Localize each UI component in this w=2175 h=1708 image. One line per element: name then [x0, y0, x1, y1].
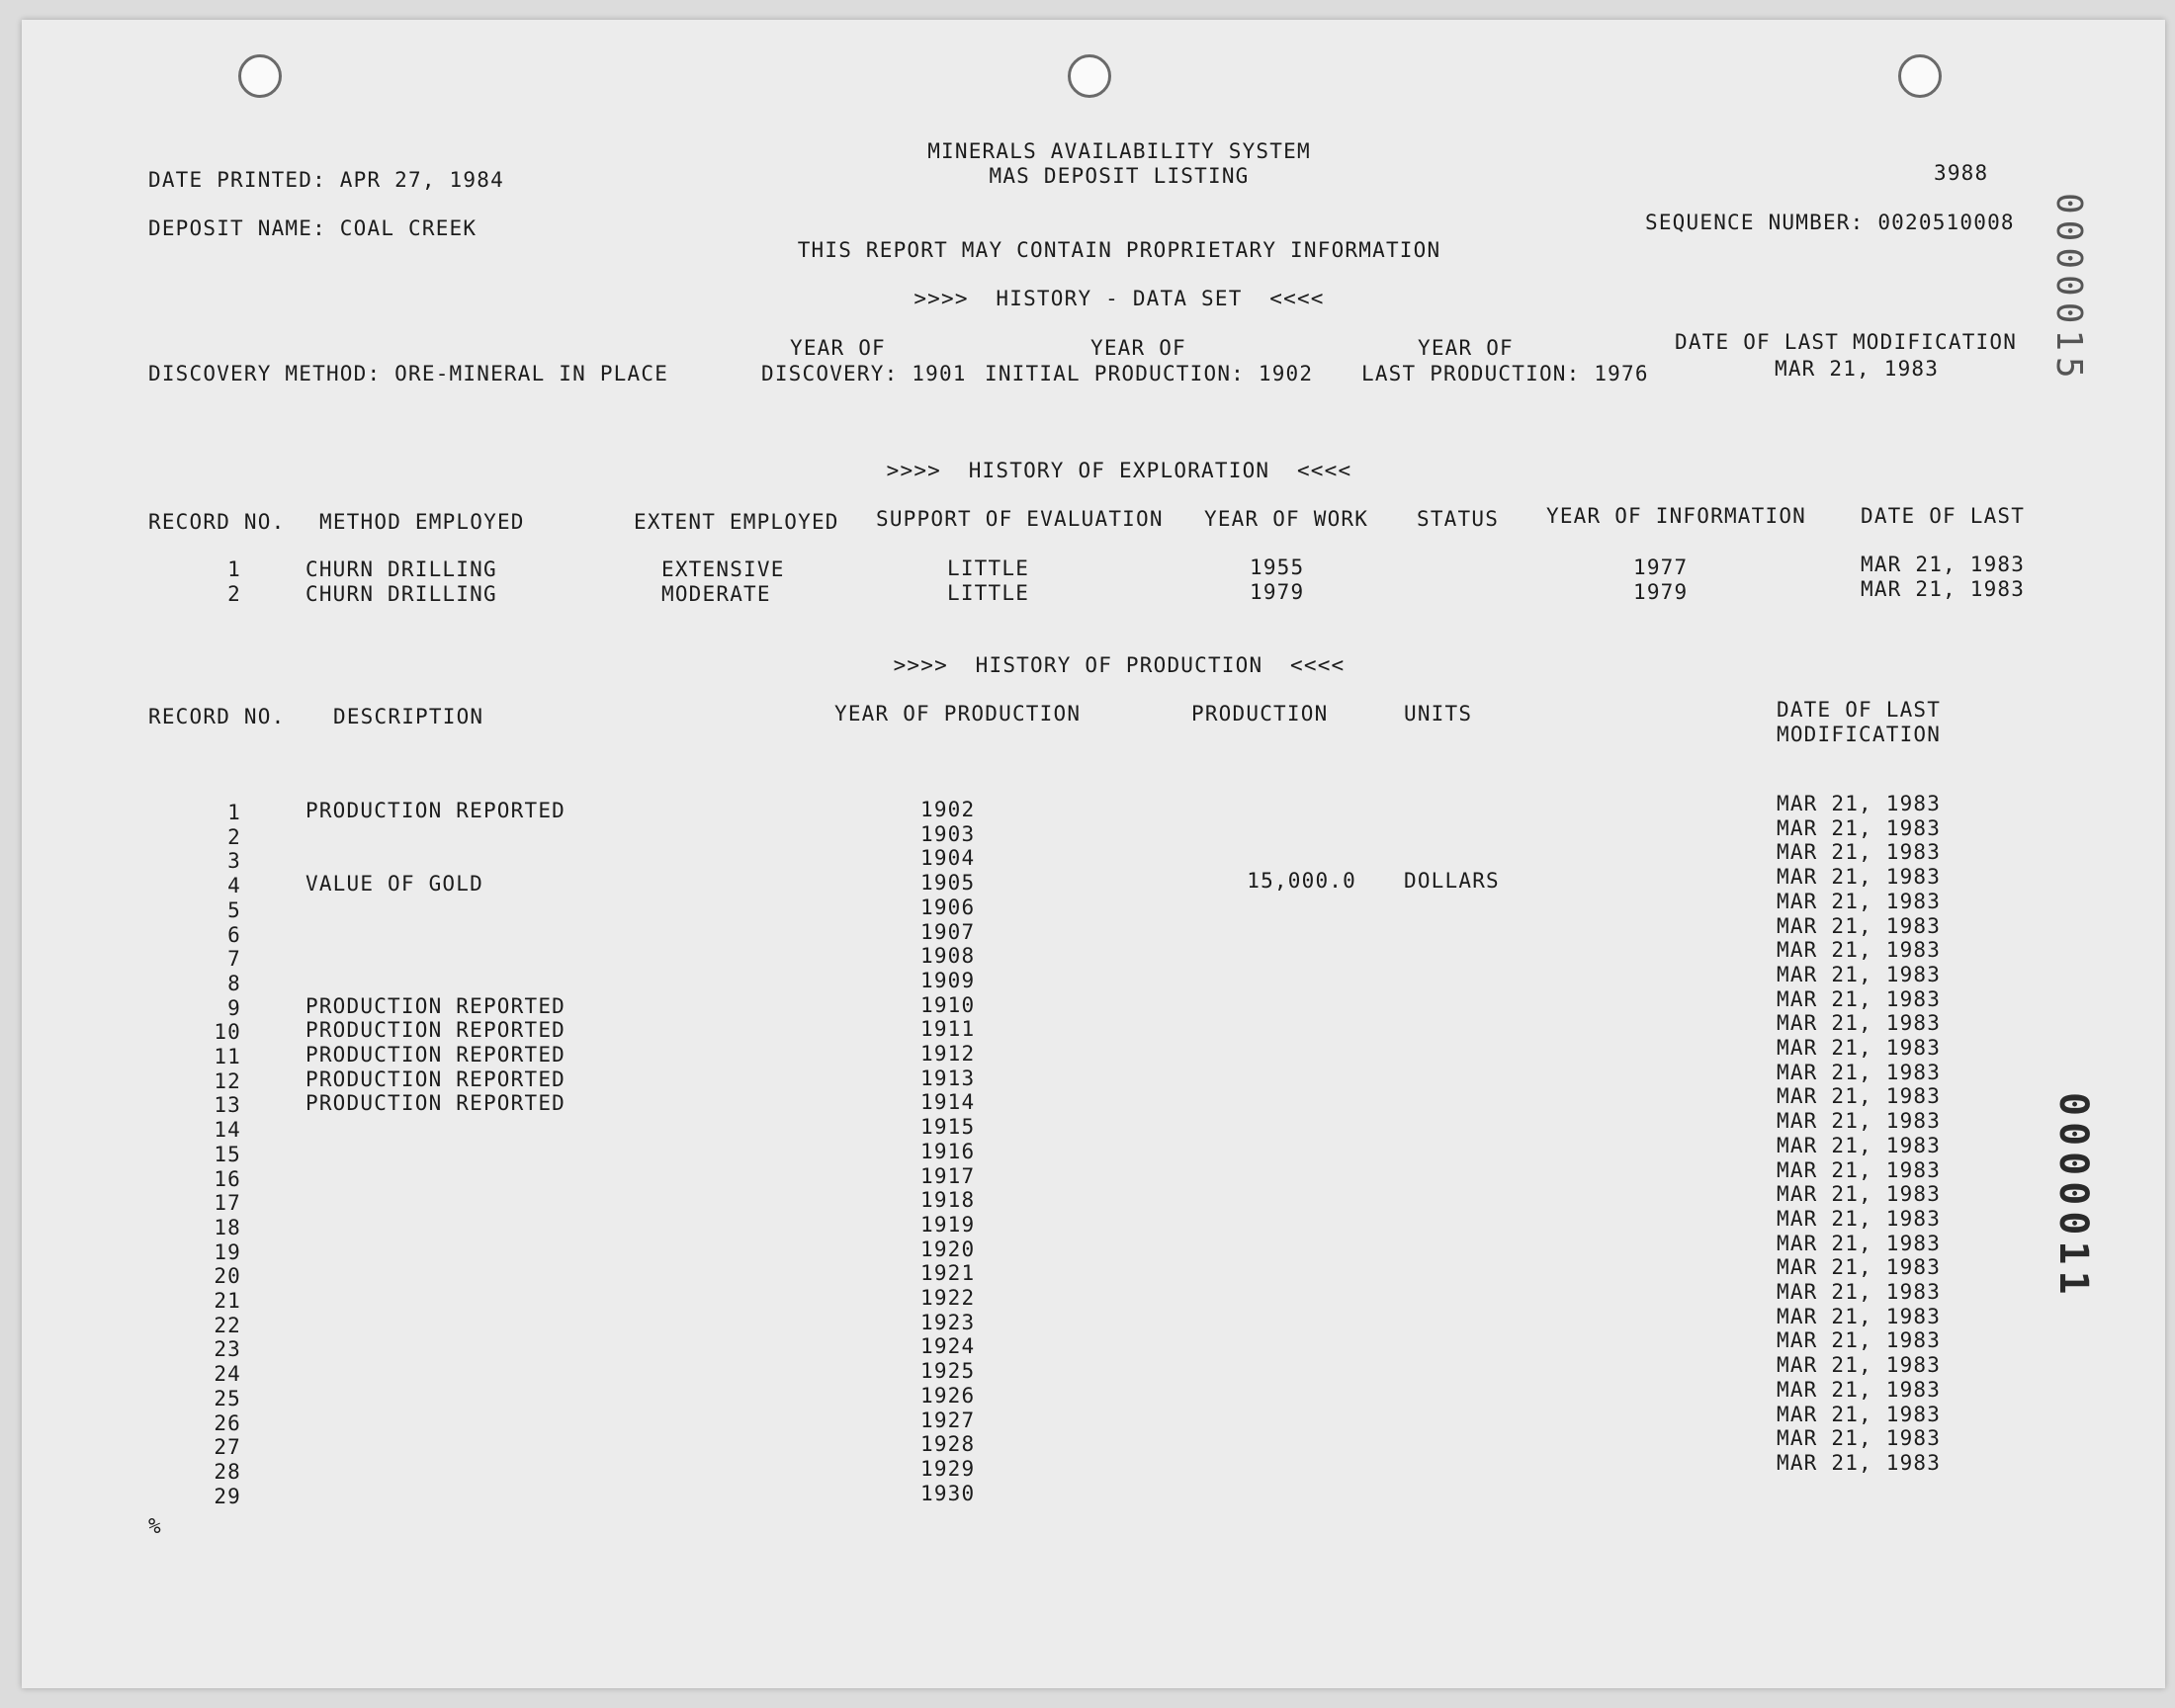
year-of-production: 1919: [920, 1212, 976, 1237]
description: VALUE OF GOLD: [305, 872, 483, 897]
record-no: 8: [227, 971, 241, 995]
col-support: SUPPORT OF EVALUATION: [876, 507, 1164, 531]
date-of-last-modification: MAR 21, 1983: [1777, 1304, 1942, 1328]
year-of-production: 1927: [920, 1408, 976, 1432]
last-modification-label: DATE OF LAST MODIFICATION: [1675, 330, 2018, 354]
discovery-year: DISCOVERY: 1901: [761, 362, 967, 385]
production-value: 15,000.0: [1247, 869, 1356, 894]
col-status: STATUS: [1417, 507, 1500, 531]
year-of-production: 1926: [920, 1383, 976, 1408]
year-of-label: YEAR OF: [1418, 336, 1514, 360]
date-of-last-modification: MAR 21, 1983: [1777, 792, 1942, 815]
initial-production-year: INITIAL PRODUCTION: 1902: [985, 362, 1314, 385]
date-of-last-modification: MAR 21, 1983: [1777, 1206, 1942, 1231]
year-of-production: 1922: [920, 1286, 976, 1310]
method-employed: CHURN DRILLING: [305, 582, 497, 606]
record-no: 14: [214, 1118, 241, 1143]
discovery-method: DISCOVERY METHOD: ORE-MINERAL IN PLACE: [148, 362, 669, 385]
year-of-production: 1923: [920, 1310, 976, 1334]
record-no: 1: [227, 801, 241, 824]
date-of-last-modification: MAR 21, 1983: [1777, 1036, 1942, 1060]
col-description: DESCRIPTION: [333, 705, 484, 728]
date-of-last-modification: MAR 21, 1983: [1777, 938, 1942, 963]
date-printed: DATE PRINTED: APR 27, 1984: [148, 168, 504, 192]
date-of-last-modification: MAR 21, 1983: [1777, 962, 1942, 986]
history-section-title: >>>> HISTORY - DATA SET <<<<: [914, 287, 1325, 310]
date-of-last-modification: MAR 21, 1983: [1777, 1182, 1942, 1207]
description: PRODUCTION REPORTED: [305, 1018, 566, 1043]
year-of-information: 1979: [1633, 580, 1689, 604]
record-no: 22: [214, 1313, 241, 1337]
description: PRODUCTION REPORTED: [305, 1091, 566, 1116]
year-of-label: YEAR OF: [1090, 336, 1186, 360]
description: PRODUCTION REPORTED: [305, 993, 566, 1018]
record-no: 9: [227, 995, 241, 1020]
date-of-last-modification: MAR 21, 1983: [1777, 1377, 1942, 1402]
record-no: 24: [214, 1362, 241, 1387]
col-production: PRODUCTION: [1191, 702, 1329, 726]
date-of-last: MAR 21, 1983: [1861, 553, 2026, 576]
record-no: 26: [214, 1410, 241, 1435]
year-of-production: 1909: [920, 968, 976, 992]
col-units: UNITS: [1404, 702, 1473, 726]
last-modification-date: MAR 21, 1983: [1775, 357, 1940, 381]
date-of-last-modification: MAR 21, 1983: [1777, 1450, 1942, 1475]
year-of-production: 1910: [920, 992, 976, 1017]
record-no: 10: [214, 1020, 241, 1045]
year-of-production: 1924: [920, 1334, 976, 1359]
description: PRODUCTION REPORTED: [305, 1067, 566, 1091]
record-no: 21: [214, 1289, 241, 1313]
year-of-production: 1928: [920, 1432, 976, 1457]
year-of-production: 1914: [920, 1090, 976, 1115]
date-of-last-modification: MAR 21, 1983: [1777, 986, 1942, 1011]
system-title: MINERALS AVAILABILITY SYSTEM: [927, 139, 1311, 163]
method-employed: CHURN DRILLING: [305, 557, 497, 581]
date-of-last-modification: MAR 21, 1983: [1777, 1084, 1942, 1109]
record-no: 16: [214, 1166, 241, 1191]
last-production-year: LAST PRODUCTION: 1976: [1361, 362, 1649, 385]
date-of-last-modification: MAR 21, 1983: [1777, 1157, 1942, 1182]
record-no: 2: [227, 824, 241, 849]
listing-title: MAS DEPOSIT LISTING: [989, 164, 1250, 188]
deposit-name: DEPOSIT NAME: COAL CREEK: [148, 216, 478, 240]
year-of-production: 1913: [920, 1066, 976, 1090]
record-no: 2: [227, 582, 241, 606]
col-modification: MODIFICATION: [1777, 723, 1942, 746]
record-no: 20: [214, 1264, 241, 1289]
percent-mark: %: [148, 1514, 162, 1538]
record-no: 17: [214, 1191, 241, 1216]
proprietary-notice: THIS REPORT MAY CONTAIN PROPRIETARY INFORMATION: [797, 238, 1441, 262]
date-of-last-modification: MAR 21, 1983: [1777, 1060, 1942, 1084]
description: PRODUCTION REPORTED: [305, 1043, 566, 1067]
record-no: 4: [227, 874, 241, 898]
description: PRODUCTION REPORTED: [305, 799, 566, 822]
record-no: 5: [227, 897, 241, 922]
year-of-production: 1917: [920, 1163, 976, 1188]
record-no: 29: [214, 1484, 241, 1508]
year-of-production: 1904: [920, 846, 976, 871]
production-units: DOLLARS: [1404, 869, 1500, 894]
punch-hole: [1898, 54, 1942, 98]
col-date-of-last: DATE OF LAST: [1777, 698, 1942, 722]
date-of-last: MAR 21, 1983: [1861, 577, 2026, 601]
col-method: METHOD EMPLOYED: [319, 510, 525, 534]
date-of-last-modification: MAR 21, 1983: [1777, 1011, 1942, 1036]
record-no: 25: [214, 1386, 241, 1410]
record-no: 12: [214, 1068, 241, 1093]
col-record-no: RECORD NO.: [148, 510, 286, 534]
exploration-section-title: >>>> HISTORY OF EXPLORATION <<<<: [886, 459, 1352, 482]
year-of-production: 1921: [920, 1261, 976, 1286]
year-of-information: 1977: [1633, 555, 1689, 579]
date-of-last-modification: MAR 21, 1983: [1777, 1255, 1942, 1280]
col-year-of-info: YEAR OF INFORMATION: [1546, 504, 1807, 528]
record-no: 15: [214, 1142, 241, 1166]
date-of-last-modification: MAR 21, 1983: [1777, 1353, 1942, 1378]
year-of-production: 1902: [920, 798, 976, 821]
record-no: 1: [227, 557, 241, 581]
punch-hole: [238, 54, 282, 98]
report-page: [22, 20, 2165, 1688]
production-section-title: >>>> HISTORY OF PRODUCTION <<<<: [893, 653, 1346, 677]
year-of-production: 1907: [920, 919, 976, 944]
sequence-number: SEQUENCE NUMBER: 0020510008: [1645, 211, 2015, 234]
record-no: 13: [214, 1093, 241, 1118]
year-of-work: 1979: [1250, 580, 1305, 604]
record-no: 6: [227, 922, 241, 947]
date-of-last-modification: MAR 21, 1983: [1777, 1231, 1942, 1255]
col-year-of-work: YEAR OF WORK: [1204, 507, 1369, 531]
year-of-production: 1929: [920, 1456, 976, 1481]
date-of-last-modification: MAR 21, 1983: [1777, 1402, 1942, 1426]
support-of-evaluation: LITTLE: [947, 556, 1030, 580]
record-no: 18: [214, 1215, 241, 1239]
record-no: 23: [214, 1337, 241, 1362]
col-extent: EXTENT EMPLOYED: [634, 510, 839, 534]
year-of-production: 1930: [920, 1481, 976, 1505]
record-no: 11: [214, 1045, 241, 1068]
year-of-production: 1903: [920, 821, 976, 846]
year-of-label: YEAR OF: [790, 336, 886, 360]
date-of-last-modification: MAR 21, 1983: [1777, 889, 1942, 913]
extent-employed: EXTENSIVE: [661, 557, 785, 581]
col-record-no: RECORD NO.: [148, 705, 286, 728]
year-of-production: 1918: [920, 1188, 976, 1213]
year-of-production: 1925: [920, 1359, 976, 1384]
page-number: 3988: [1934, 161, 1989, 185]
col-date-of-last: DATE OF LAST: [1861, 504, 2026, 528]
year-of-production: 1920: [920, 1237, 976, 1261]
record-no: 28: [214, 1459, 241, 1484]
date-of-last-modification: MAR 21, 1983: [1777, 913, 1942, 938]
year-of-production: 1916: [920, 1139, 976, 1163]
punch-hole: [1068, 54, 1111, 98]
year-of-production: 1908: [920, 944, 976, 969]
date-of-last-modification: MAR 21, 1983: [1777, 840, 1942, 865]
date-of-last-modification: MAR 21, 1983: [1777, 865, 1942, 890]
year-of-production: 1915: [920, 1115, 976, 1140]
year-of-production: 1912: [920, 1042, 976, 1066]
margin-stamp: 0000011: [2050, 1092, 2096, 1301]
date-of-last-modification: MAR 21, 1983: [1777, 1133, 1942, 1157]
date-of-last-modification: MAR 21, 1983: [1777, 1109, 1942, 1134]
record-no: 19: [214, 1239, 241, 1264]
date-of-last-modification: MAR 21, 1983: [1777, 815, 1942, 840]
col-year-of-production: YEAR OF PRODUCTION: [834, 702, 1082, 726]
year-of-production: 1905: [920, 871, 976, 896]
margin-stamp: 0000015: [2048, 193, 2089, 384]
year-of-work: 1955: [1250, 555, 1305, 579]
date-of-last-modification: MAR 21, 1983: [1777, 1328, 1942, 1353]
extent-employed: MODERATE: [661, 582, 771, 606]
date-of-last-modification: MAR 21, 1983: [1777, 1426, 1942, 1451]
date-of-last-modification: MAR 21, 1983: [1777, 1280, 1942, 1304]
support-of-evaluation: LITTLE: [947, 581, 1030, 605]
year-of-production: 1911: [920, 1017, 976, 1042]
record-no: 27: [214, 1435, 241, 1460]
record-no: 3: [227, 849, 241, 874]
year-of-production: 1906: [920, 895, 976, 919]
record-no: 7: [227, 947, 241, 972]
